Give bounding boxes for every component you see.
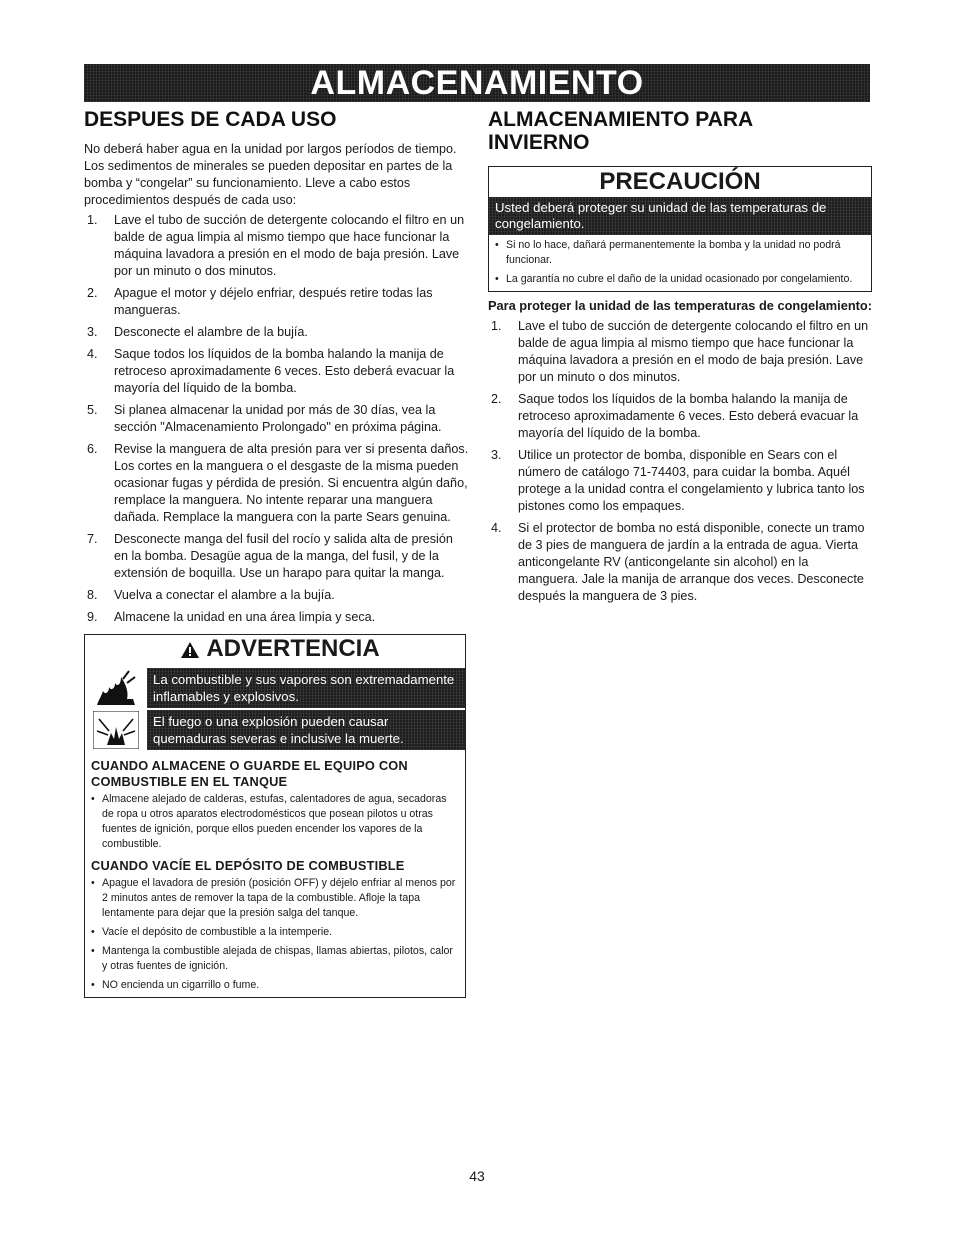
after-use-steps [84,212,470,626]
list-item [84,609,470,626]
step-number: 4. [87,347,98,361]
step-text: Apague el motor y déjelo enfriar, después retire todas las mangueras. [114,286,433,317]
list-item [84,212,470,280]
caution-list [489,238,871,287]
list-item [84,346,470,397]
step-number: 1. [491,319,502,333]
left-column [84,108,470,998]
warning-title [85,635,465,666]
step-text: Si planea almacenar la unidad por más de 30 días, vea la sección "Almacenamiento Prolongado" en próxima página. [114,403,442,434]
hazard-text-explosion: El fuego o una explosión pueden causar quemaduras severas e inclusive la muerte. [147,710,465,750]
list-item: • Si no lo hace, dañará permanentemente la bomba y la unidad no podrá funcionar. [495,238,867,268]
list-item: • Mantenga la combustible alejada de chispas, llamas abiertas, pilotos, calor y otras fuentes de ignición. [91,944,461,974]
step-number: 6. [87,442,98,456]
after-use-intro: No deberá haber agua en la unidad por largos períodos de tiempo. Los sedimentos de minerales se pueden depositar en partes de la bomba y “congelar” su funcionamiento. Lleve a cabo estos procedimientos después de cada uso: [84,142,457,207]
explosion-icon [85,710,147,750]
step-text: Almacene la unidad en una área limpia y seca. [114,610,376,624]
step-text: Utilice un protector de bomba, disponible en Sears con el número de catálogo 71-74403, para cuidar la bomba. Aquél protege a la unidad contra el congelamiento y lubrica tanto los pistones como los empaques. [518,448,865,513]
step-text: Saque todos los líquidos de la bomba halando la manija de retroceso aproximadamente 6 veces. Esto deberá evacuar la mayoría del líquido de la bomba. [518,392,859,440]
step-text: Desconecte manga del fusil del rocío y salida alta de presión en la bomba. Desagüe agua de la manga, del fusil, y de la extensión de boquilla. Use un harapo para quitar la manga. [114,532,453,580]
list-item: • Apague el lavadora de presión (posición OFF) y déjelo enfriar al menos por 2 minutos antes de remover la tapa de la combustible. Afloje la tapa lentamente para dejar que la presión salga del tanque. [91,876,461,921]
caution-title: PRECAUCIÓN [599,168,761,195]
emptying-tank-list [85,876,465,993]
storage-with-fuel-list [85,792,465,852]
list-item [84,441,470,526]
caution-statement: Usted deberá proteger su unidad de las temperaturas de congelamiento. [489,197,871,235]
list-item [488,447,872,515]
step-text: Lave el tubo de succión de detergente colocando el filtro en un balde de agua limpia al mismo tiempo que hace funcionar la máquina lavadora a presión en el modo de baja presión. Lave por un minuto o dos minutos. [518,319,869,384]
step-text: Desconecte el alambre de la bujía. [114,325,308,339]
step-number: 8. [87,588,98,602]
step-text: Si el protector de bomba no está disponible, conecte un tramo de 3 pies de manguera de jardín a la entrada de agua. Vierta anticongelante RV (anticongelante sin alcohol) en la manguera. Jale la manija de arranque dos veces. Desconecte después la manguera de 3 pies. [518,521,865,603]
list-item [84,402,470,436]
hazard-row-flammable [85,668,465,708]
storage-with-fuel-heading: CUANDO ALMACENE O GUARDE EL EQUIPO CON COMBUSTIBLE EN EL TANQUE [91,758,408,789]
step-number: 4. [491,521,502,535]
list-item [488,391,872,442]
step-number: 2. [87,286,98,300]
list-item: • La garantía no cubre el daño de la unidad ocasionado por congelamiento. [495,272,867,287]
list-item [84,587,470,604]
after-use-heading: DESPUES DE CADA USO [84,108,337,131]
hazard-text-flammable: La combustible y sus vapores son extremadamente inflamables y explosivos. [147,668,465,708]
list-item [84,324,470,341]
page-number: 43 [469,1168,485,1184]
step-number: 5. [87,403,98,417]
step-text: Vuelva a conectar el alambre a la bujía. [114,588,335,602]
list-item [488,318,872,386]
step-text: Saque todos los líquidos de la bomba halando la manija de retroceso aproximadamente 6 veces. Esto deberá evacuar la mayoría del líquido de la bomba. [114,347,455,395]
step-number: 1. [87,213,98,227]
list-item: • Vacíe el depósito de combustible a la intemperie. [91,925,461,940]
winter-storage-heading: ALMACENAMIENTO PARA INVIERNO [488,108,753,154]
fire-icon [85,668,147,708]
list-item [488,520,872,605]
warning-box [84,634,466,998]
step-number: 7. [87,532,98,546]
step-text: Lave el tubo de succión de detergente colocando el filtro en un balde de agua limpia al mismo tiempo que hace funcionar la máquina lavadora a presión en el modo de baja presión. Lave por un minuto o dos minutos. [114,213,465,278]
step-number: 3. [87,325,98,339]
step-number: 9. [87,610,98,624]
section-banner: ALMACENAMIENTO [84,64,870,102]
emptying-tank-heading: CUANDO VACÍE EL DEPÓSITO DE COMBUSTIBLE [91,858,405,873]
list-item: • NO encienda un cigarrillo o fume. [91,978,461,993]
step-text: Revise la manguera de alta presión para ver si presenta daños. Los cortes en la manguera o el desgaste de la misma pueden ocasionar fugas y pérdida de presión. Si encuentra algún daño, remplace la manguera. No intente reparar una manguera dañada. Remplace la manguera con la parte Sears genuina. [114,442,469,524]
right-column [488,108,872,610]
hazard-row-explosion [85,710,465,750]
caution-box [488,166,872,292]
warning-triangle-icon [180,638,200,666]
list-item [84,285,470,319]
winter-subheading: Para proteger la unidad de las temperaturas de congelamiento: [488,298,873,313]
warning-title-text: ADVERTENCIA [206,635,380,662]
winter-steps [488,318,872,605]
step-number: 3. [491,448,502,462]
list-item [84,531,470,582]
list-item: • Almacene alejado de calderas, estufas, calentadores de agua, secadoras de ropa u otros aparatos electrodomésticos que posean pilotos u otras fuentes de ignición, porque ellos pueden encender los vapores de la combustible. [91,792,461,852]
step-number: 2. [491,392,502,406]
